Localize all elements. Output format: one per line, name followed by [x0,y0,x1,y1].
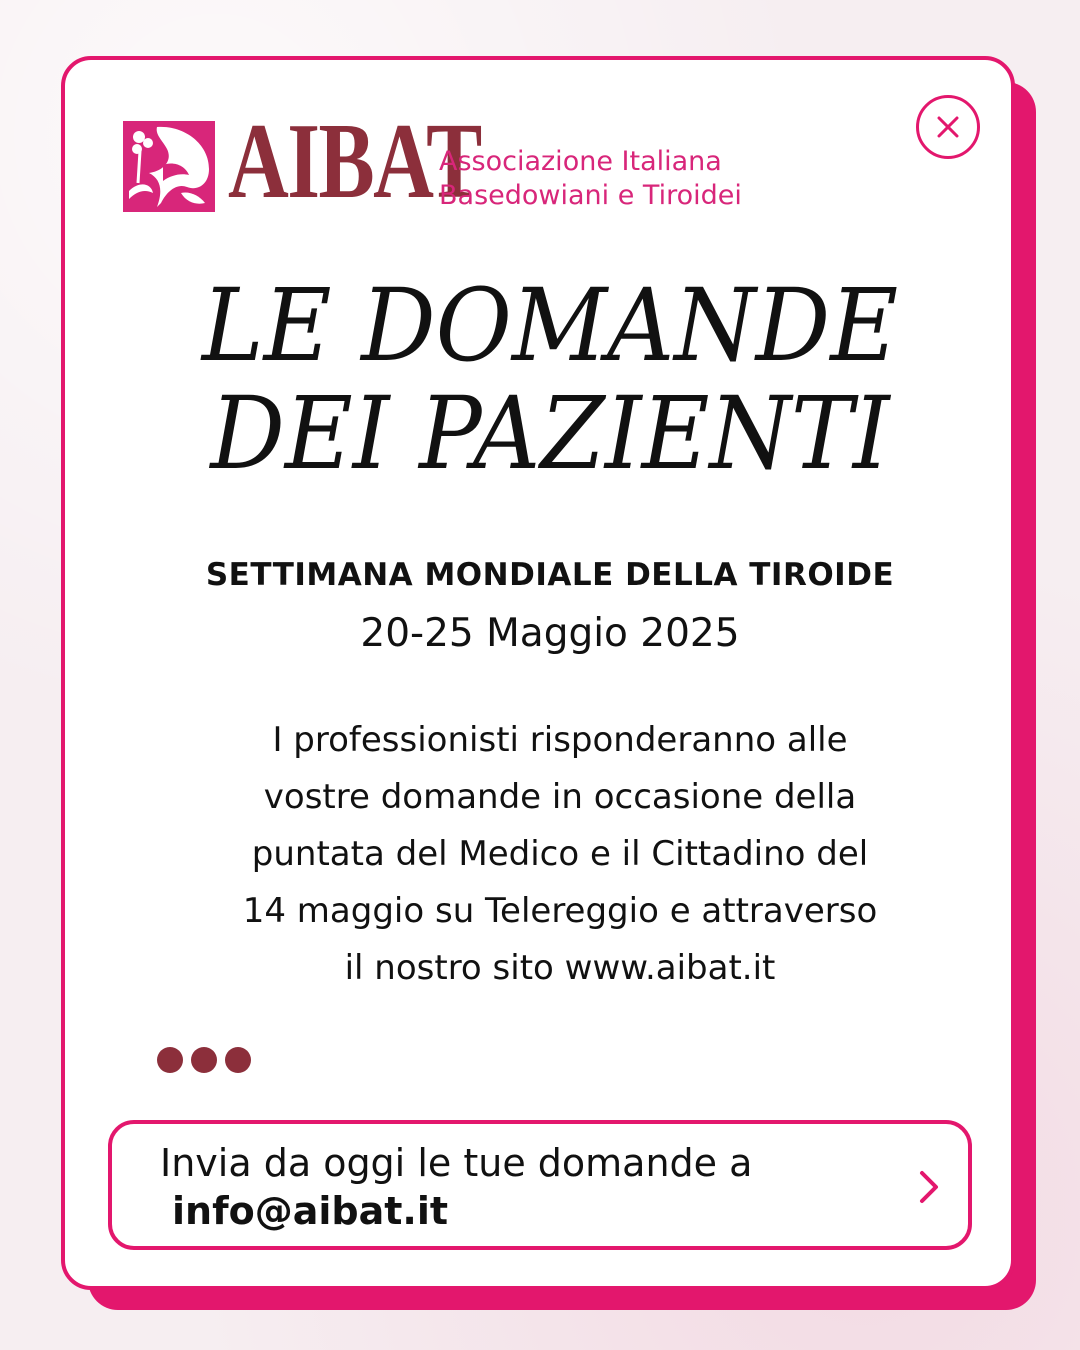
headline-line1: LE DOMANDE [201,267,899,384]
brand-name: AIBAT [228,102,481,221]
cta-label: Invia da oggi le tue domande a [160,1141,753,1185]
aibat-logo-icon [123,121,215,212]
indicator-dot [191,1047,217,1073]
event-date: 20-25 Maggio 2025 [360,611,740,656]
indicator-dot [157,1047,183,1073]
cta-email: info@aibat.it [172,1189,449,1233]
headline-line2: DEI PAZIENTI [210,375,890,492]
description [120,712,1000,997]
typing-indicator [157,1047,251,1073]
description-line: puntata del Medico e il Cittadino del [251,834,869,874]
brand-tagline-line2: Basedowiani e Tiroidei [439,180,742,211]
chevron-right-icon [918,1169,940,1205]
brand-tagline-line1: Associazione Italiana [439,146,722,177]
description-line: I professionisti risponderanno alle [272,720,848,760]
send-questions-button[interactable] [108,1120,972,1250]
close-button[interactable] [916,95,980,159]
brand-tagline [439,145,742,213]
indicator-dot [225,1047,251,1073]
close-icon [936,115,960,139]
description-line: il nostro sito www.aibat.it [344,948,776,988]
page-title [132,267,969,492]
description-line: 14 maggio su Telereggio e attraverso [242,891,878,931]
description-line: vostre domande in occasione della [263,777,857,817]
popup-card [61,56,1015,1290]
event-title: SETTIMANA MONDIALE DELLA TIROIDE [205,557,895,593]
